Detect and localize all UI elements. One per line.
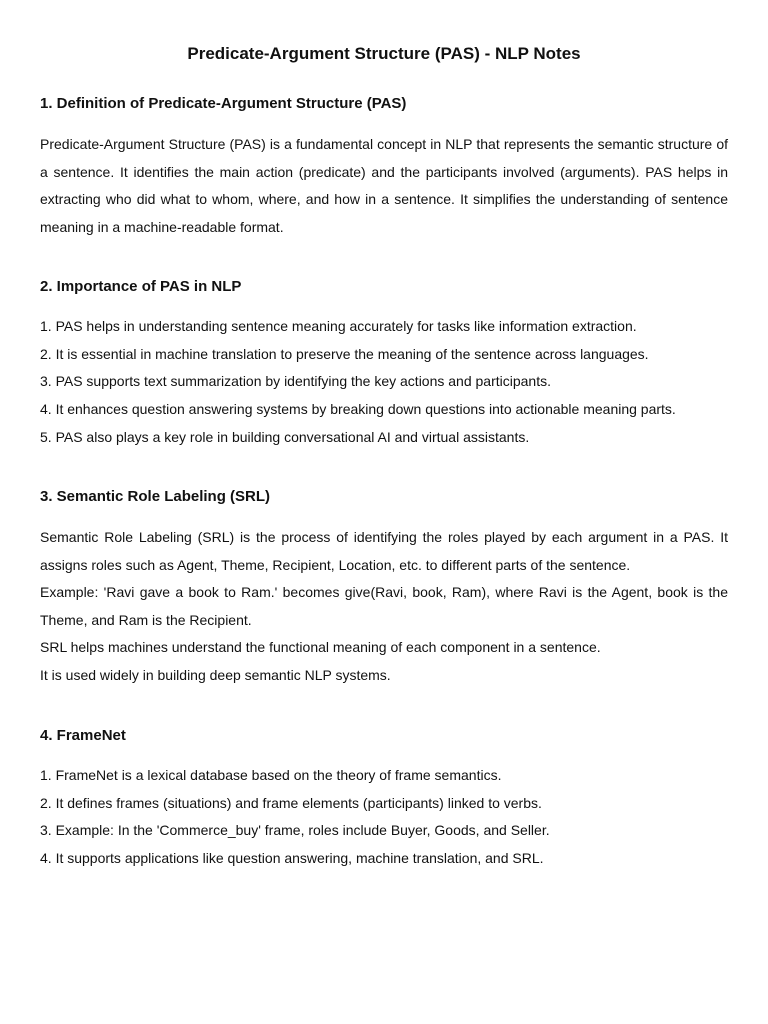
- list-item: 3. Example: In the 'Commerce_buy' frame, roles include Buyer, Goods, and Seller.: [40, 822, 550, 839]
- list-item: 2. It defines frames (situations) and frame elements (participants) linked to verbs.: [40, 794, 542, 811]
- list-item: 5. PAS also plays a key role in building conversational AI and virtual assistants.: [40, 428, 530, 445]
- section-heading-srl: 3. Semantic Role Labeling (SRL): [40, 488, 271, 505]
- list-item: 1. PAS helps in understanding sentence meaning accurately for tasks like information extraction.: [40, 318, 637, 334]
- section-heading-definition: 1. Definition of Predicate-Argument Structure (PAS): [40, 95, 407, 112]
- srl-line: SRL helps machines understand the functional meaning of each component in a sentence.: [40, 639, 601, 656]
- framenet-list: [40, 762, 728, 873]
- definition-paragraph: Predicate-Argument Structure (PAS) is a fundamental concept in NLP that represents the semantic structure of a sentence. It identifies the main action (predicate) and the participants involved (arguments). PAS helps in extracting who did what to whom, where, and how in a sentence. It simplifies the understanding of sentence meaning in a machine-readable format.: [40, 136, 728, 235]
- srl-line: Semantic Role Labeling (SRL) is the process of identifying the roles played by each argument in a PAS. It assigns roles such as Agent, Theme, Recipient, Location, etc. to different parts of the sentence.: [40, 529, 728, 573]
- srl-line: It is used widely in building deep semantic NLP systems.: [40, 666, 391, 683]
- list-item: 4. It supports applications like question answering, machine translation, and SRL.: [40, 850, 544, 867]
- srl-paragraph: [40, 524, 728, 690]
- srl-example-line: Example: 'Ravi gave a book to Ram.' becomes give(Ravi, book, Ram), where Ravi is the Agent, book is the Theme, and Ram is the Recipient.: [40, 584, 728, 628]
- section-heading-framenet: 4. FrameNet: [40, 727, 126, 744]
- document-title: Predicate-Argument Structure (PAS) - NLP Notes: [187, 44, 581, 63]
- section-heading-importance: 2. Importance of PAS in NLP: [40, 278, 242, 295]
- importance-list: [40, 313, 728, 452]
- list-item: 3. PAS supports text summarization by identifying the key actions and participants.: [40, 373, 551, 390]
- list-item: 2. It is essential in machine translation to preserve the meaning of the sentence across languages.: [40, 345, 649, 362]
- list-item: 4. It enhances question answering systems by breaking down questions into actionable meaning parts.: [40, 401, 676, 418]
- list-item: 1. FrameNet is a lexical database based on the theory of frame semantics.: [40, 767, 502, 783]
